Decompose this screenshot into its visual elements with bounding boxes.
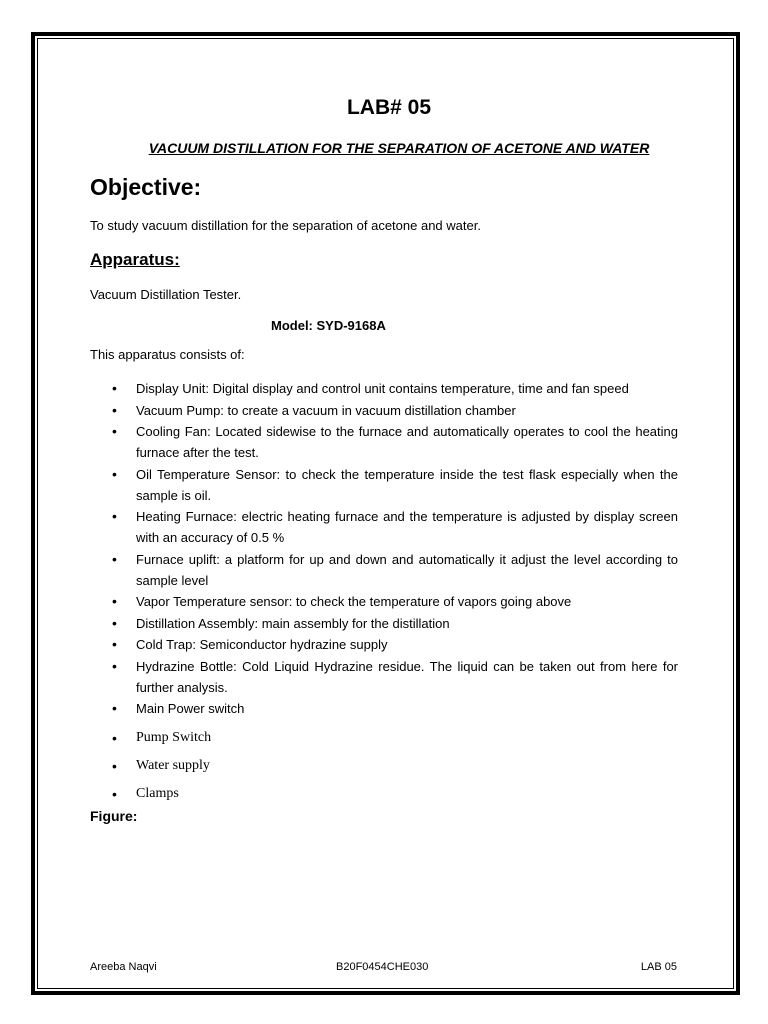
footer-lab: LAB 05 (640, 961, 677, 973)
objective-text: To study vacuum distillation for the separation of acetone and water. (90, 218, 481, 233)
footer-author: Areeba Naqvi (90, 961, 157, 973)
lab-subtitle: VACUUM DISTILLATION FOR THE SEPARATION OF ACETONE AND WATER (148, 140, 650, 156)
list-item: • Cooling Fan: Located sidewise to the furnace and automatically operates to cool the heating furnace after the test. (90, 421, 678, 463)
apparatus-heading: Apparatus: (90, 250, 180, 269)
list-item: • Cold Trap: Semiconductor hydrazine supply (90, 634, 678, 655)
list-item: • Water supply (90, 752, 678, 780)
list-item: • Vapor Temperature sensor: to check the temperature of vapors going above (90, 591, 678, 612)
objective-heading: Objective: (90, 174, 202, 200)
figure-label: Figure: (90, 808, 138, 824)
list-item: • Distillation Assembly: main assembly for the distillation (90, 613, 678, 634)
consists-intro: This apparatus consists of: (90, 347, 245, 362)
list-item: • Pump Switch (90, 724, 678, 752)
list-item: • Vacuum Pump: to create a vacuum in vacuum distillation chamber (90, 400, 678, 421)
apparatus-parts-list (90, 378, 678, 720)
extra-parts-list (90, 724, 678, 808)
list-item: • Main Power switch (90, 698, 678, 719)
footer-student-id: B20F0454CHE030 (336, 961, 429, 973)
lab-title: LAB# 05 (346, 96, 432, 119)
list-item: • Furnace uplift: a platform for up and down and automatically it adjust the level according to sample level (90, 549, 678, 591)
list-item: • Display Unit: Digital display and control unit contains temperature, time and fan speed (90, 378, 678, 399)
model-text: Model: SYD-9168A (271, 318, 386, 333)
list-item: • Heating Furnace: electric heating furnace and the temperature is adjusted by display screen with an accuracy of 0.5 % (90, 506, 678, 548)
list-item: • Hydrazine Bottle: Cold Liquid Hydrazine residue. The liquid can be taken out from here for further analysis. (90, 656, 678, 698)
list-item: • Clamps (90, 780, 678, 808)
apparatus-text: Vacuum Distillation Tester. (90, 287, 242, 302)
list-item: • Oil Temperature Sensor: to check the temperature inside the test flask especially when the sample is oil. (90, 464, 678, 506)
